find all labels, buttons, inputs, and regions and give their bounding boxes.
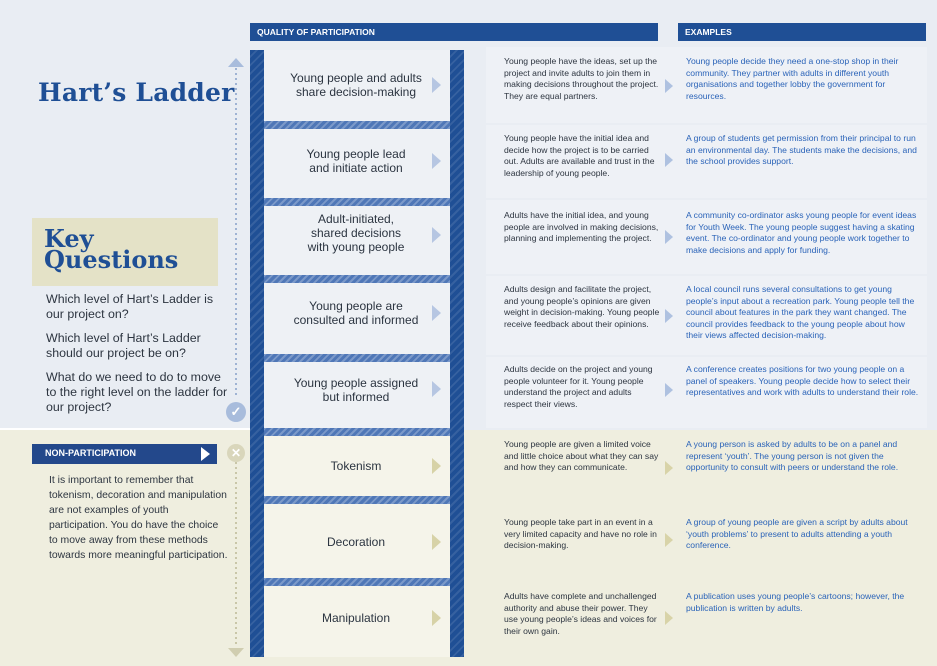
arrow-right-icon: [665, 461, 673, 475]
rung-separator: [264, 275, 450, 283]
arrow-right-icon: [665, 230, 673, 244]
key-questions-title-line2: Questions: [44, 245, 179, 274]
arrow-right-icon: [432, 227, 441, 243]
rung-label-line: Young people and adults: [290, 71, 422, 85]
arrow-right-icon: [665, 383, 673, 397]
rung-separator: [264, 428, 450, 436]
rung-label-line: Young people assigned: [293, 376, 419, 390]
arrow-right-icon: [432, 458, 441, 474]
level-example: A local council runs several consultations to get young people’s input about a recreation park. Young people tell the council about features in the park they want changed. The council provides feedback to the young people about how their views affected decision-making.: [686, 284, 915, 341]
level-example: A conference creates positions for two young people on a panel of speakers. Young people decide how to select their representatives and work with adults to understand their role.: [686, 364, 919, 398]
level-example: A group of students get permission from their principal to run an environmental day. The students make the decisions, and the school provides support.: [686, 133, 917, 167]
rung-label-line: and initiate action: [309, 161, 403, 175]
rung-label: [282, 71, 430, 99]
rung-separator: [264, 354, 450, 362]
rung-label-line: but informed: [322, 390, 390, 404]
arrow-right-icon: [665, 611, 673, 625]
rung-label: Decoration: [326, 535, 386, 549]
arrow-right-icon: [665, 153, 673, 167]
non-participation-scale-line: [235, 462, 237, 647]
rung-separator: [264, 198, 450, 206]
level-description: Adults design and facilitate the project, and young people’s opinions are given weight in decision-making. Young people receive feedback about their opinions.: [504, 284, 660, 329]
key-questions-title: [44, 224, 204, 274]
arrow-up-icon: [228, 58, 244, 67]
rung-label: [282, 376, 430, 404]
level-description: Adults have complete and unchallenged authority and abuse their power. They use young people’s ideas and voices for their own gain.: [504, 591, 657, 636]
level-example: A young person is asked by adults to be on a panel and represent ‘youth’. The young person is not given the opportunity to consult with peers or understand the role.: [686, 439, 899, 473]
section-divider: [0, 428, 250, 430]
key-questions-title-line1: Key: [44, 224, 94, 253]
level-example: A group of young people are given a script by adults about ‘youth problems’ to present to adults attending a youth conference.: [686, 517, 908, 551]
level-example: Young people decide they need a one-stop shop in their community. They partner with adults in different youth organisations and together lobby the government for resources.: [686, 56, 899, 101]
arrow-right-icon: [665, 309, 673, 323]
rung-label-line: with young people: [307, 240, 405, 254]
arrow-down-icon: [228, 648, 244, 657]
level-example: A community co-ordinator asks young people for event ideas for Youth Week. The young people suggest having a skating event. The co-ordinator and young people work together to make decisions and apply for funding.: [686, 210, 917, 255]
arrow-right-icon: [432, 305, 441, 321]
arrow-right-icon: [201, 447, 210, 461]
rung-separator: [264, 496, 450, 504]
level-description: Adults have the initial idea, and young people are involved in making decisions, planning and implementing the project.: [504, 210, 659, 244]
level-description: Young people are given a limited voice and little choice about what they can say and how they can communicate.: [504, 439, 659, 473]
level-example: A publication uses young people’s cartoons; however, the publication is written by adults.: [686, 591, 905, 613]
arrow-right-icon: [665, 79, 673, 93]
rung-separator: [264, 121, 450, 129]
level-description: Young people have the initial idea and decide how the project is to be carried out. Adults are available and trust in the leadership of young people.: [504, 133, 655, 178]
ladder-right-rail-texture: [450, 50, 464, 657]
rung-label-line: consulted and informed: [293, 313, 419, 327]
rung-label: [282, 147, 430, 175]
arrow-right-icon: [432, 610, 441, 626]
rung-label: [282, 299, 430, 327]
non-participation-header-label: NON-PARTICIPATION: [45, 448, 136, 458]
examples-header-label: EXAMPLES: [685, 27, 732, 37]
arrow-right-icon: [432, 153, 441, 169]
rung-label: Manipulation: [321, 611, 391, 625]
level-description: Adults decide on the project and young people volunteer for it. Young people understand the project and adults respect their views.: [504, 364, 653, 409]
rung-label-line: share decision-making: [295, 85, 417, 99]
level-description: Young people have the ideas, set up the project and invite adults to join them in making decisions throughout the project. They are equal partners.: [504, 56, 659, 101]
quality-header-label: QUALITY OF PARTICIPATION: [257, 27, 375, 37]
key-question-3: What do we need to do to move to the right level on the ladder for our project?: [46, 370, 228, 414]
rung-label: Tokenism: [330, 459, 382, 473]
arrow-right-icon: [432, 77, 441, 93]
rung-separator: [264, 578, 450, 586]
key-question-1: Which level of Hart’s Ladder is our project on?: [46, 292, 214, 321]
rung-label: [282, 212, 430, 254]
level-description: Young people take part in an event in a very limited capacity and have no role in decision-making.: [504, 517, 657, 551]
arrow-right-icon: [432, 534, 441, 550]
check-circle-icon: ✓: [226, 402, 246, 422]
rung-label-line: Young people are: [309, 299, 403, 313]
arrow-right-icon: [665, 533, 673, 547]
rung-label-line: Young people lead: [306, 147, 406, 161]
rung-label-line: shared decisions: [310, 226, 402, 240]
page-title: Hart’s Ladder: [38, 78, 235, 107]
x-circle-icon: ✕: [227, 444, 245, 462]
ladder-left-rail-texture: [250, 50, 264, 657]
key-question-2: Which level of Hart’s Ladder should our project be on?: [46, 331, 201, 360]
participation-scale-line: [235, 68, 237, 398]
non-participation-text: It is important to remember that tokenism, decoration and manipulation are not examples of youth participation. You do have the choice to move away from these methods towards more meaningful participation.: [49, 475, 228, 561]
arrow-right-icon: [432, 381, 441, 397]
rung-label-line: Adult-initiated,: [317, 212, 395, 226]
